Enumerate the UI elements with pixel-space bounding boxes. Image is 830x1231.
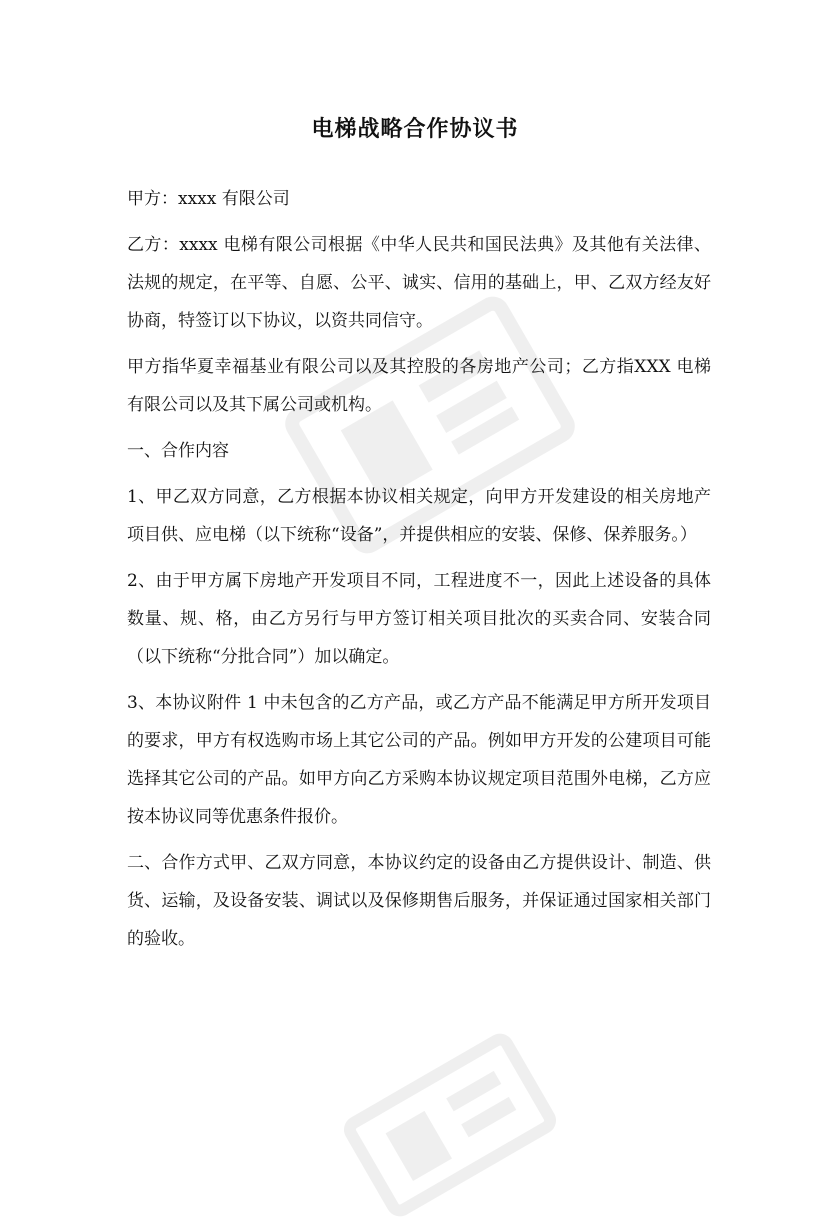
- clause-2: 2、由于甲方属下房地产开发项目不同，工程进度不一，因此上述设备的具体数量、规、格，由乙方另行与甲方签订相关项目批次的买卖合同、安装合同（以下统称“分批合同”）加以确定。: [127, 571, 711, 667]
- document-title: 电梯战略合作协议书: [311, 117, 519, 142]
- section-cooperation-method: 二、合作方式甲、乙双方同意，本协议约定的设备由乙方提供设计、制造、供货、运输，及设备安装、调试以及保修期售后服务，并保证通过国家相关部门的验收。: [127, 853, 711, 949]
- section-heading-cooperation-content: 一、合作内容: [127, 441, 229, 461]
- party-a-line: 甲方：xxxx 有限公司: [127, 189, 290, 209]
- watermark-stamp-bottom: [331, 1019, 569, 1231]
- party-b-paragraph: 乙方：xxxx 电梯有限公司根据《中华人民共和国民法典》及其他有关法律、法规的规定，在平等、自愿、公平、诚实、信用的基础上，甲、乙双方经友好协商，特签订以下协议，以资共同信守。: [127, 235, 711, 331]
- clause-3: 3、本协议附件 1 中未包含的乙方产品，或乙方产品不能满足甲方所开发项目的要求，甲方有权选购市场上其它公司的产品。例如甲方开发的公建项目可能选择其它公司的产品。如甲方向乙方采购本协议规定项目范围外电梯，乙方应按本协议同等优惠条件报价。: [127, 693, 711, 827]
- party-definition-paragraph: 甲方指华夏幸福基业有限公司以及其控股的各房地产公司；乙方指XXX 电梯有限公司以及其下属公司或机构。: [127, 357, 711, 415]
- clause-1: 1、甲乙双方同意，乙方根据本协议相关规定，向甲方开发建设的相关房地产项目供、应电梯（以下统称“设备”，并提供相应的安装、保修、保养服务。）: [127, 487, 711, 545]
- document-body: [127, 180, 711, 966]
